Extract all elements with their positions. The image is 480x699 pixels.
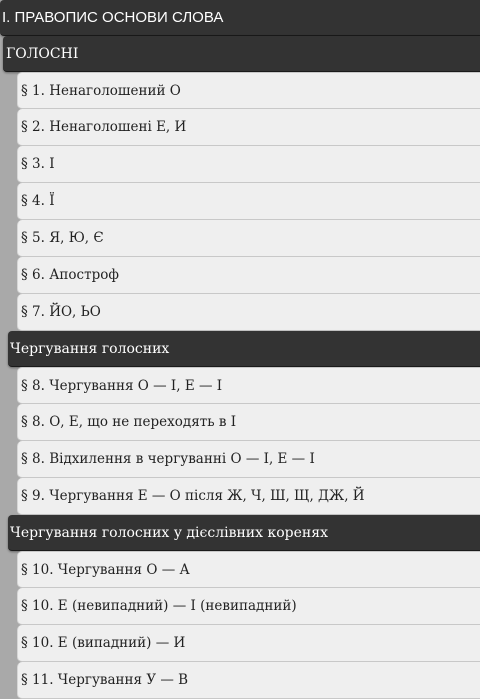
subsection-header[interactable]: ГОЛОСНІ bbox=[3, 36, 480, 72]
list-item[interactable]: § 9. Чергування Е — О після Ж, Ч, Ш, Щ, ДЖ, Й bbox=[17, 478, 480, 515]
list-item[interactable]: § 10. Е (випадний) — И bbox=[17, 625, 480, 662]
section-header[interactable]: I. ПРАВОПИС ОСНОВИ СЛОВА bbox=[0, 0, 480, 36]
list-item[interactable]: § 11. Чергування У — В bbox=[17, 662, 480, 699]
list-item[interactable]: § 10. Чергування О — А bbox=[17, 551, 480, 588]
group-header[interactable]: Чергування голосних bbox=[8, 331, 480, 367]
list-item[interactable]: § 4. Ї bbox=[17, 183, 480, 220]
list-item[interactable]: § 5. Я, Ю, Є bbox=[17, 220, 480, 257]
list-item[interactable]: § 8. О, Е, що не переходять в І bbox=[17, 404, 480, 441]
list-item[interactable]: § 8. Відхилення в чергуванні О — І, Е — І bbox=[17, 441, 480, 478]
list-item[interactable]: § 3. І bbox=[17, 146, 480, 183]
group-header[interactable]: Чергування голосних у дієслівних коренях bbox=[8, 515, 480, 551]
list-item[interactable]: § 8. Чергування О — І, Е — І bbox=[17, 367, 480, 404]
list-item[interactable]: § 7. ЙО, ЬО bbox=[17, 294, 480, 331]
list-item[interactable]: § 1. Ненаголошений О bbox=[17, 72, 480, 109]
list-item[interactable]: § 2. Ненаголошені Е, И bbox=[17, 109, 480, 146]
list-item[interactable]: § 10. Е (невипадний) — І (невипадний) bbox=[17, 588, 480, 625]
list-item[interactable]: § 6. Апостроф bbox=[17, 257, 480, 294]
